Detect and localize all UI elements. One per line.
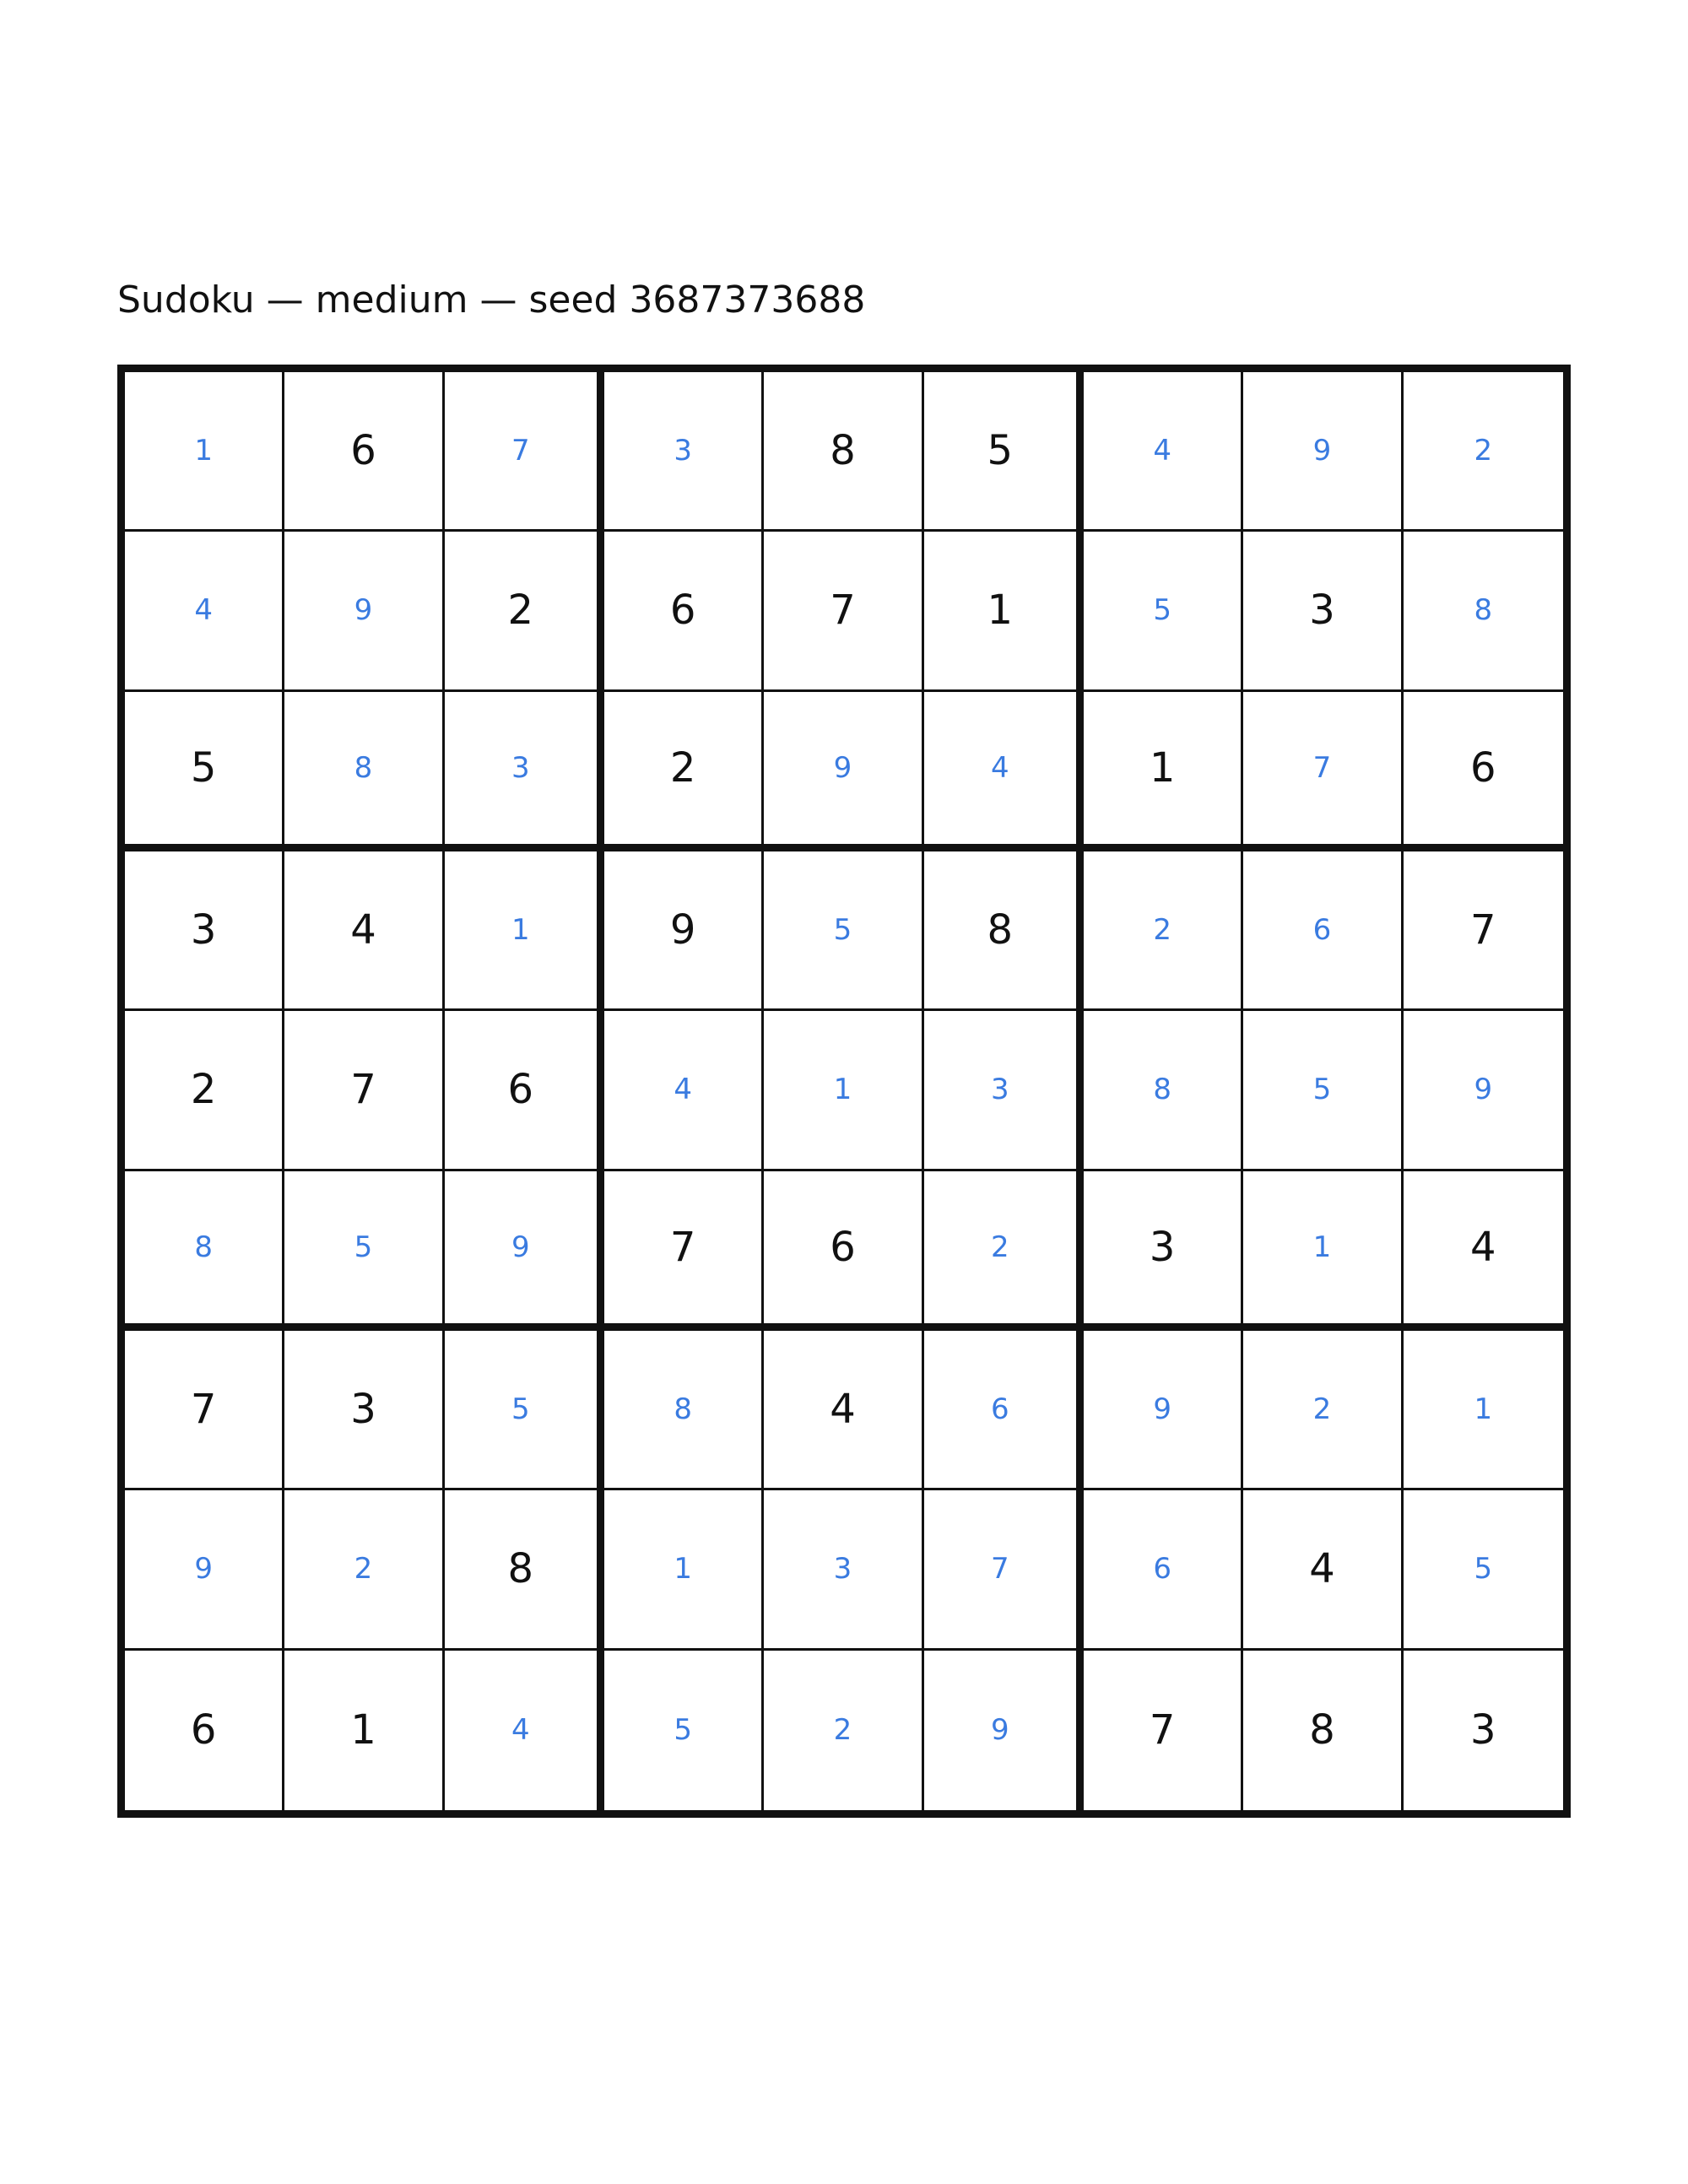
sudoku-cell-r4-c6: 8	[924, 851, 1084, 1011]
sudoku-cell-r2-c7[interactable]: 5	[1084, 532, 1243, 691]
sudoku-cell-r3-c7: 1	[1084, 692, 1243, 851]
sudoku-cell-r6-c1[interactable]: 8	[125, 1171, 284, 1331]
sudoku-cell-r1-c6: 5	[924, 372, 1084, 532]
sudoku-cell-r4-c5[interactable]: 5	[764, 851, 923, 1011]
sudoku-cell-r8-c2[interactable]: 2	[284, 1490, 444, 1650]
sudoku-cell-r1-c2: 6	[284, 372, 444, 532]
sudoku-cell-r2-c3: 2	[445, 532, 604, 691]
sudoku-cell-r2-c8: 3	[1243, 532, 1403, 691]
sudoku-cell-r1-c3[interactable]: 7	[445, 372, 604, 532]
sudoku-cell-r5-c1: 2	[125, 1011, 284, 1170]
sudoku-cell-r7-c3[interactable]: 5	[445, 1331, 604, 1490]
sudoku-cell-r2-c1[interactable]: 4	[125, 532, 284, 691]
sudoku-cell-r4-c8[interactable]: 6	[1243, 851, 1403, 1011]
sudoku-cell-r7-c2: 3	[284, 1331, 444, 1490]
sudoku-cell-r5-c9[interactable]: 9	[1404, 1011, 1563, 1170]
sudoku-cell-r3-c3[interactable]: 3	[445, 692, 604, 851]
sudoku-cell-r2-c9[interactable]: 8	[1404, 532, 1563, 691]
sudoku-cell-r8-c1[interactable]: 9	[125, 1490, 284, 1650]
sudoku-cell-r5-c6[interactable]: 3	[924, 1011, 1084, 1170]
sudoku-cell-r6-c4: 7	[604, 1171, 764, 1331]
sudoku-cell-r6-c9: 4	[1404, 1171, 1563, 1331]
sudoku-cell-r8-c5[interactable]: 3	[764, 1490, 923, 1650]
sudoku-cell-r5-c5[interactable]: 1	[764, 1011, 923, 1170]
sudoku-cell-r4-c1: 3	[125, 851, 284, 1011]
sudoku-cell-r9-c1: 6	[125, 1651, 284, 1810]
sudoku-cell-r1-c5: 8	[764, 372, 923, 532]
sudoku-cell-r3-c5[interactable]: 9	[764, 692, 923, 851]
sudoku-cell-r8-c9[interactable]: 5	[1404, 1490, 1563, 1650]
sudoku-cell-r3-c4: 2	[604, 692, 764, 851]
sudoku-cell-r7-c6[interactable]: 6	[924, 1331, 1084, 1490]
sudoku-cell-r4-c4: 9	[604, 851, 764, 1011]
sudoku-cell-r1-c4[interactable]: 3	[604, 372, 764, 532]
sudoku-cell-r7-c7[interactable]: 9	[1084, 1331, 1243, 1490]
sudoku-cell-r6-c8[interactable]: 1	[1243, 1171, 1403, 1331]
puzzle-title: Sudoku — medium — seed 3687373688	[117, 278, 866, 322]
sudoku-cell-r6-c5: 6	[764, 1171, 923, 1331]
sudoku-cell-r5-c4[interactable]: 4	[604, 1011, 764, 1170]
sudoku-cell-r8-c6[interactable]: 7	[924, 1490, 1084, 1650]
sudoku-cell-r6-c6[interactable]: 2	[924, 1171, 1084, 1331]
sudoku-cell-r2-c2[interactable]: 9	[284, 532, 444, 691]
sudoku-cell-r9-c3[interactable]: 4	[445, 1651, 604, 1810]
sudoku-cell-r3-c9: 6	[1404, 692, 1563, 851]
sudoku-cell-r9-c5[interactable]: 2	[764, 1651, 923, 1810]
sudoku-cell-r5-c7[interactable]: 8	[1084, 1011, 1243, 1170]
sudoku-cell-r4-c7[interactable]: 2	[1084, 851, 1243, 1011]
sudoku-cell-r4-c9: 7	[1404, 851, 1563, 1011]
sudoku-cell-r4-c3[interactable]: 1	[445, 851, 604, 1011]
sudoku-cell-r9-c8: 8	[1243, 1651, 1403, 1810]
sudoku-cell-r3-c6[interactable]: 4	[924, 692, 1084, 851]
sudoku-cell-r7-c9[interactable]: 1	[1404, 1331, 1563, 1490]
sudoku-cell-r9-c2: 1	[284, 1651, 444, 1810]
sudoku-cell-r8-c3: 8	[445, 1490, 604, 1650]
sudoku-cell-r5-c3: 6	[445, 1011, 604, 1170]
sudoku-cell-r9-c6[interactable]: 9	[924, 1651, 1084, 1810]
sudoku-cell-r6-c3[interactable]: 9	[445, 1171, 604, 1331]
sudoku-cell-r1-c9[interactable]: 2	[1404, 372, 1563, 532]
sudoku-cell-r3-c8[interactable]: 7	[1243, 692, 1403, 851]
sudoku-cell-r8-c8: 4	[1243, 1490, 1403, 1650]
sudoku-cell-r3-c1: 5	[125, 692, 284, 851]
sudoku-cell-r9-c4[interactable]: 5	[604, 1651, 764, 1810]
sudoku-cell-r7-c8[interactable]: 2	[1243, 1331, 1403, 1490]
sudoku-cell-r7-c4[interactable]: 8	[604, 1331, 764, 1490]
sudoku-cell-r6-c2[interactable]: 5	[284, 1171, 444, 1331]
sudoku-cell-r2-c5: 7	[764, 532, 923, 691]
sudoku-cell-r2-c4: 6	[604, 532, 764, 691]
sudoku-cell-r6-c7: 3	[1084, 1171, 1243, 1331]
sudoku-cell-r7-c1: 7	[125, 1331, 284, 1490]
sudoku-cell-r7-c5: 4	[764, 1331, 923, 1490]
sudoku-cell-r8-c7[interactable]: 6	[1084, 1490, 1243, 1650]
sudoku-cell-r1-c8[interactable]: 9	[1243, 372, 1403, 532]
sudoku-cell-r2-c6: 1	[924, 532, 1084, 691]
sudoku-cell-r9-c7: 7	[1084, 1651, 1243, 1810]
sudoku-cell-r3-c2[interactable]: 8	[284, 692, 444, 851]
sudoku-board	[117, 365, 1571, 1818]
sudoku-cell-r5-c8[interactable]: 5	[1243, 1011, 1403, 1170]
sudoku-cell-r1-c1[interactable]: 1	[125, 372, 284, 532]
sudoku-cell-r9-c9: 3	[1470, 1706, 1496, 1754]
sudoku-cell-r5-c2: 7	[284, 1011, 444, 1170]
sudoku-cell-r1-c7[interactable]: 4	[1084, 372, 1243, 532]
sudoku-cell-r8-c4[interactable]: 1	[604, 1490, 764, 1650]
sudoku-cell-r4-c2: 4	[284, 851, 444, 1011]
